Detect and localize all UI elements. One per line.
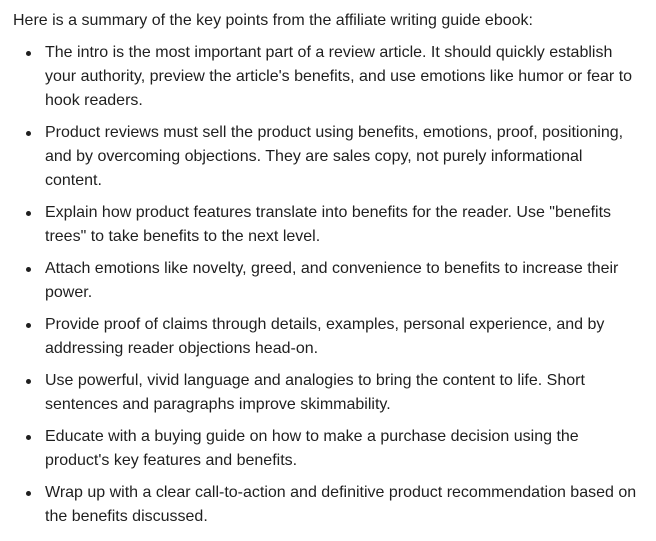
- bullet-icon: [26, 51, 31, 56]
- list-item-text: Attach emotions like novelty, greed, and convenience to benefits to increase their power.: [45, 260, 619, 301]
- list-item-text: Use powerful, vivid language and analogies to bring the content to life. Short sentences and paragraphs improve skimmability.: [45, 372, 585, 413]
- list-item: [13, 121, 643, 193]
- list-item: [13, 425, 643, 473]
- list-item: [13, 41, 643, 113]
- bullet-icon: [26, 131, 31, 136]
- bullet-icon: [26, 435, 31, 440]
- list-item-text: Product reviews must sell the product using benefits, emotions, proof, positioning, and by overcoming objections. They are sales copy, not purely informational content.: [45, 124, 624, 189]
- bullet-icon: [26, 491, 31, 496]
- list-item-text: Explain how product features translate into benefits for the reader. Use "benefits trees" to take benefits to the next level.: [45, 204, 612, 245]
- list-item-text: Wrap up with a clear call-to-action and definitive product recommendation based on the benefits discussed.: [45, 484, 637, 525]
- summary-points-list: [13, 41, 643, 529]
- list-item: [13, 313, 643, 361]
- bullet-icon: [26, 267, 31, 272]
- list-item: [13, 369, 643, 417]
- summary-intro: Here is a summary of the key points from the affiliate writing guide ebook:: [13, 12, 533, 29]
- list-item-text: Provide proof of claims through details, examples, personal experience, and by addressing reader objections head-on.: [45, 316, 605, 357]
- list-item: [13, 257, 643, 305]
- list-item: [13, 481, 643, 529]
- bullet-icon: [26, 323, 31, 328]
- list-item: [13, 201, 643, 249]
- list-item-text: Educate with a buying guide on how to make a purchase decision using the product's key features and benefits.: [45, 428, 579, 469]
- list-item-text: The intro is the most important part of a review article. It should quickly establish your authority, preview the article's benefits, and use emotions like humor or fear to hook readers.: [45, 44, 633, 109]
- bullet-icon: [26, 211, 31, 216]
- bullet-icon: [26, 379, 31, 384]
